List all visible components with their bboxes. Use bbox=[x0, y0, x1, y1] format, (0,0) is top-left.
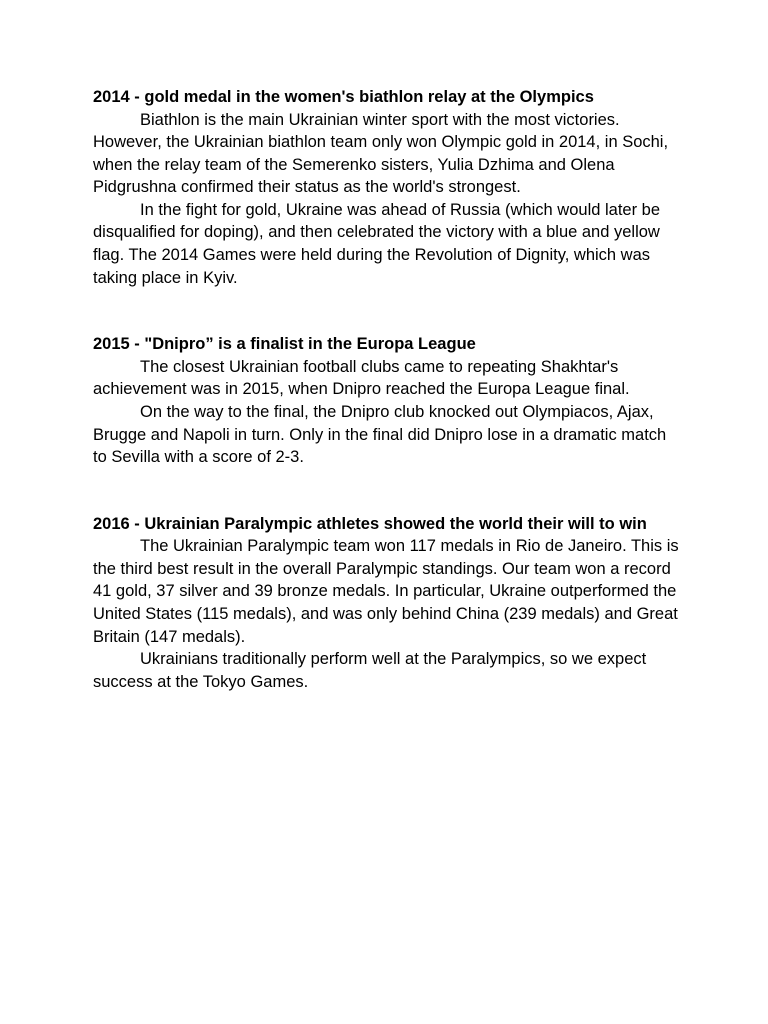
section-2014 bbox=[93, 86, 683, 289]
section-paragraph: Ukrainians traditionally perform well at the Paralympics, so we expect success at the Tokyo Games. bbox=[93, 650, 647, 691]
section-paragraph: In the fight for gold, Ukraine was ahead of Russia (which would later be disqualified for doping), and then celebrated the victory with a blue and yellow flag. The 2014 Games were held during the Revolution of Dignity, which was taking place in Kyiv. bbox=[93, 200, 661, 287]
section-heading: 2015 - "Dnipro” is a finalist in the Europa League bbox=[93, 335, 476, 354]
section-paragraph: The Ukrainian Paralympic team won 117 medals in Rio de Janeiro. This is the third best result in the overall Paralympic standings. Our team won a record 41 gold, 37 silver and 39 bronze medals. In particular, Ukraine outperformed the United States (115 medals), and was only behind China (239 medals) and Great Britain (147 medals). bbox=[93, 537, 679, 646]
section-heading: 2014 - gold medal in the women's biathlon relay at the Olympics bbox=[93, 88, 594, 106]
section-heading: 2016 - Ukrainian Paralympic athletes showed the world their will to win bbox=[93, 514, 647, 533]
section-paragraph: The closest Ukrainian football clubs came to repeating Shakhtar's achievement was in 2015, when Dnipro reached the Europa League final. bbox=[93, 357, 630, 399]
document-page bbox=[93, 86, 683, 693]
section-2015 bbox=[93, 333, 683, 468]
section-2016 bbox=[93, 513, 683, 694]
section-paragraph: On the way to the final, the Dnipro club knocked out Olympiacos, Ajax, Brugge and Napoli in turn. Only in the final did Dnipro lose in a dramatic match to Sevilla with a score of 2-3. bbox=[93, 402, 667, 467]
section-paragraph: Biathlon is the main Ukrainian winter sport with the most victories. However, the Ukrainian biathlon team only won Olympic gold in 2014, in Sochi, when the relay team of the Semerenko sisters, Yulia Dzhima and Olena Pidgrushna confirmed their status as the world's strongest. bbox=[93, 110, 669, 197]
